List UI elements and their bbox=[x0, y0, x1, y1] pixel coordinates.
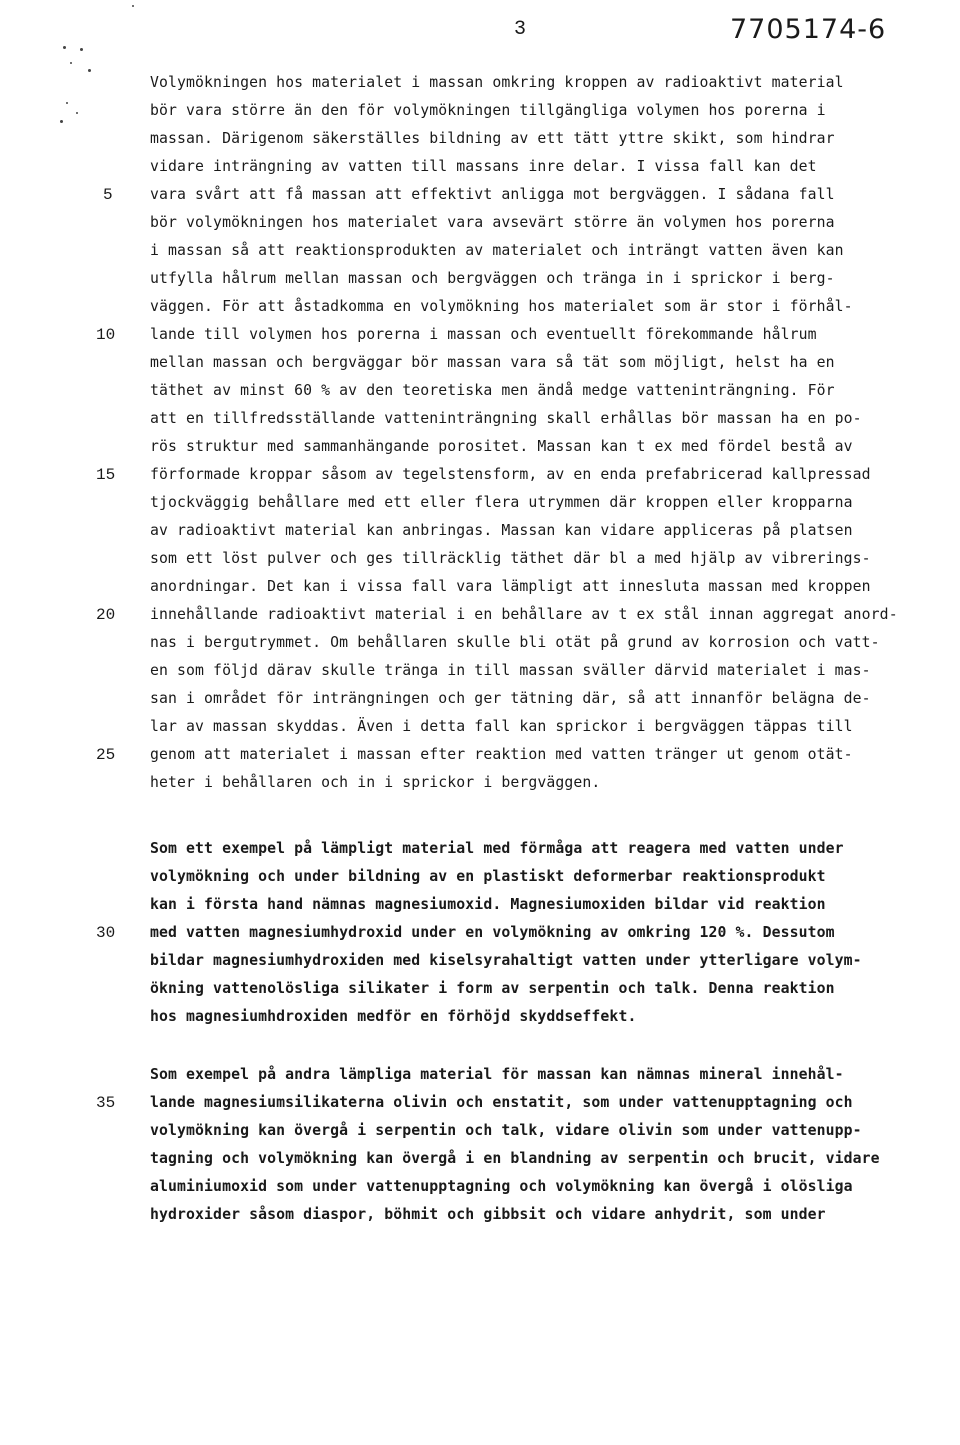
text-line: med vatten magnesiumhydroxid under en volymökning av omkring 120 %. Dessutom bbox=[150, 924, 835, 941]
text-line: kan i första hand nämnas magnesiumoxid. Magnesiumoxiden bildar vid reaktion bbox=[150, 896, 826, 913]
text-line: bildar magnesiumhydroxiden med kiselsyrahaltigt vatten under ytterligare volym- bbox=[150, 952, 862, 969]
text-line: Som exempel på andra lämpliga material för massan kan nämnas mineral innehål- bbox=[150, 1066, 844, 1083]
page-number: 3 bbox=[514, 18, 527, 41]
text-line: täthet av minst 60 % av den teoretiska men ändå medge vatteninträngning. För bbox=[150, 382, 835, 399]
text-line: vara svårt att få massan att effektivt anligga mot bergväggen. I sådana fall bbox=[150, 186, 835, 203]
text-line: genom att materialet i massan efter reaktion med vatten tränger ut genom otät- bbox=[150, 746, 853, 763]
text-line: bör volymökningen hos materialet vara avsevärt större än volymen hos porerna bbox=[150, 214, 835, 231]
text-line: hydroxider såsom diaspor, böhmit och gibbsit och vidare anhydrit, som under bbox=[150, 1206, 826, 1223]
line-number: 25 bbox=[96, 746, 116, 764]
text-line: i massan så att reaktionsprodukten av materialet och inträngt vatten även kan bbox=[150, 242, 844, 259]
text-line: aluminiumoxid som under vattenupptagning och volymökning kan övergå i olösliga bbox=[150, 1178, 853, 1195]
text-line: volymökning och under bildning av en plastiskt deformerbar reaktionsprodukt bbox=[150, 868, 826, 885]
scan-speck bbox=[132, 5, 134, 7]
text-line: väggen. För att åstadkomma en volymökning hos materialet som är stor i förhål- bbox=[150, 298, 853, 315]
patent-number: 7705174-6 bbox=[730, 14, 887, 45]
scan-speck bbox=[76, 112, 78, 114]
text-line: utfylla hålrum mellan massan och bergväggen och tränga in i sprickor i berg- bbox=[150, 270, 835, 287]
text-line: vidare inträngning av vatten till massans inre delar. I vissa fall kan det bbox=[150, 158, 817, 175]
scan-speck bbox=[70, 62, 72, 64]
text-line: förformade kroppar såsom av tegelstensform, av en enda prefabricerad kallpressad bbox=[150, 466, 871, 483]
line-number: 10 bbox=[96, 326, 116, 344]
text-line: lar av massan skyddas. Även i detta fall kan sprickor i bergväggen täppas till bbox=[150, 718, 853, 735]
text-line: bör vara större än den för volymökningen tillgängliga volymen hos porerna i bbox=[150, 102, 826, 119]
text-line: tjockväggig behållare med ett eller flera utrymmen där kroppen eller kropparna bbox=[150, 494, 853, 511]
text-line: anordningar. Det kan i vissa fall vara lämpligt att innesluta massan med kroppen bbox=[150, 578, 871, 595]
text-line: Volymökningen hos materialet i massan omkring kroppen av radioaktivt material bbox=[150, 74, 844, 91]
text-line: massan. Därigenom säkerställes bildning av ett tätt yttre skikt, som hindrar bbox=[150, 130, 835, 147]
scan-speck bbox=[88, 69, 91, 72]
text-line: san i området för inträngningen och ger tätning där, så att innanför belägna de- bbox=[150, 690, 871, 707]
line-number: 30 bbox=[96, 924, 116, 942]
text-line: heter i behållaren och in i sprickor i bergväggen. bbox=[150, 774, 601, 791]
text-line: av radioaktivt material kan anbringas. Massan kan vidare appliceras på platsen bbox=[150, 522, 853, 539]
text-line: lande till volymen hos porerna i massan och eventuellt förekommande hålrum bbox=[150, 326, 817, 343]
line-number: 15 bbox=[96, 466, 116, 484]
scan-speck bbox=[66, 102, 68, 104]
text-line: mellan massan och bergväggar bör massan vara så tät som möjligt, helst ha en bbox=[150, 354, 835, 371]
text-line: att en tillfredsställande vatteninträngning skall erhållas bör massan ha en po- bbox=[150, 410, 862, 427]
line-number: 35 bbox=[96, 1094, 116, 1112]
text-line: tagning och volymökning kan övergå i en blandning av serpentin och brucit, vidare bbox=[150, 1150, 880, 1167]
text-line: som ett löst pulver och ges tillräcklig täthet där bl a med hjälp av vibrerings- bbox=[150, 550, 871, 567]
scan-speck bbox=[60, 120, 63, 123]
text-line: Som ett exempel på lämpligt material med förmåga att reagera med vatten under bbox=[150, 840, 844, 857]
scan-speck bbox=[63, 46, 66, 49]
scan-speck bbox=[80, 48, 83, 51]
text-line: volymökning kan övergå i serpentin och talk, vidare olivin som under vattenupp- bbox=[150, 1122, 862, 1139]
text-line: hos magnesiumhdroxiden medför en förhöjd skyddseffekt. bbox=[150, 1008, 637, 1025]
text-line: innehållande radioaktivt material i en behållare av t ex stål innan aggregat anord- bbox=[150, 606, 898, 623]
text-line: lande magnesiumsilikaterna olivin och enstatit, som under vattenupptagning och bbox=[150, 1094, 853, 1111]
line-number: 20 bbox=[96, 606, 116, 624]
text-line: en som följd därav skulle tränga in till massan sväller därvid materialet i mas- bbox=[150, 662, 871, 679]
text-line: ökning vattenolösliga silikater i form av serpentin och talk. Denna reaktion bbox=[150, 980, 835, 997]
text-line: rös struktur med sammanhängande porositet. Massan kan t ex med fördel bestå av bbox=[150, 438, 853, 455]
line-number: 5 bbox=[103, 186, 113, 204]
text-line: nas i bergutrymmet. Om behållaren skulle bli otät på grund av korrosion och vatt- bbox=[150, 634, 880, 651]
